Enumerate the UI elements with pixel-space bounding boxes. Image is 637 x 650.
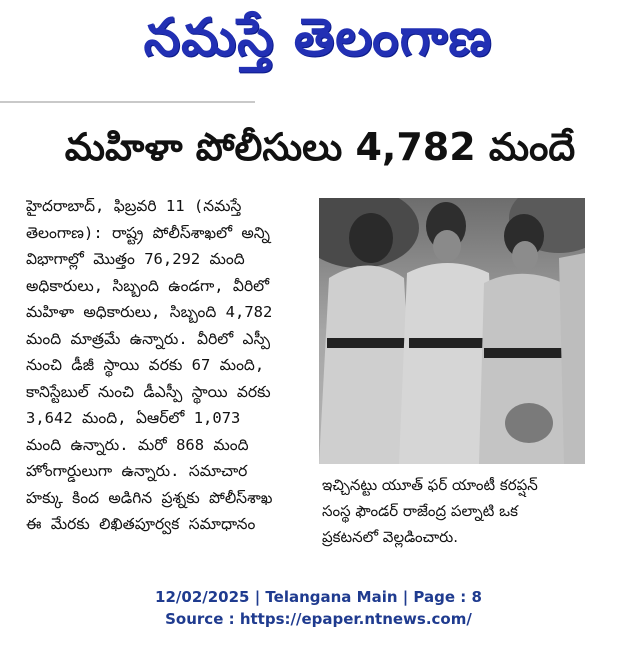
body-line: కానిస్టేబుల్ నుంచి డీఎస్పీ స్థాయి వరకు bbox=[26, 382, 271, 401]
photo-caption bbox=[322, 472, 592, 550]
body-line: 3,642 మంది, ఏఆర్‌లో 1,073 bbox=[26, 409, 241, 427]
body-line: హోంగార్డులుగా ఉన్నారు. సమాచార bbox=[26, 462, 248, 480]
footer-meta: 12/02/2025 | Telangana Main | Page : 8 bbox=[155, 588, 482, 606]
masthead-logo bbox=[118, 4, 518, 84]
caption-line: ప్రకటనలో వెల్లడించారు. bbox=[322, 528, 458, 546]
body-line: మంది ఉన్నారు. మరో 868 మంది bbox=[26, 435, 249, 454]
body-line: తెలంగాణ): రాష్ట్ర పోలీస్‌శాఖలో అన్ని bbox=[26, 223, 270, 242]
body-line: విభాగాల్లో మొత్తం 76,292 మంది bbox=[26, 250, 245, 268]
body-line: ఈ మేరకు లిఖితపూర్వక సమాధానం bbox=[26, 515, 256, 533]
news-photo bbox=[319, 198, 585, 464]
body-line: మంది మాత్రమే ఉన్నారు. వీరిలో ఎస్పీ bbox=[26, 329, 271, 348]
masthead-title: నమస్తే తెలంగాణ bbox=[143, 7, 493, 68]
divider bbox=[0, 101, 255, 103]
body-line: అధికారులు, సిబ్బంది ఉండగా, వీరిలో bbox=[26, 276, 270, 295]
footer-source: Source : https://epaper.ntnews.com/ bbox=[165, 610, 472, 628]
footer bbox=[0, 586, 637, 630]
body-line: మహిళా అధికారులు, సిబ్బంది 4,782 bbox=[26, 303, 273, 321]
article-headline: మహిళా పోలీసులు 4,782 మందే bbox=[64, 125, 576, 169]
body-line: నుంచి డీజీ స్థాయి వరకు 67 మంది, bbox=[26, 356, 265, 374]
caption-line: సంస్థ ఫౌండర్ రాజేంద్ర పల్నాటి ఒక bbox=[322, 502, 518, 520]
article-body bbox=[26, 193, 312, 553]
body-line: హక్కు కింద అడిగిన ప్రశ్నకు పోలీస్‌శాఖ bbox=[26, 488, 273, 507]
caption-line: ఇచ్చినట్టు యూత్ ఫర్ యాంటీ కరప్షన్ bbox=[322, 476, 538, 494]
body-line: హైదరాబాద్, ఫిబ్రవరి 11 (నమస్తే bbox=[26, 197, 242, 215]
